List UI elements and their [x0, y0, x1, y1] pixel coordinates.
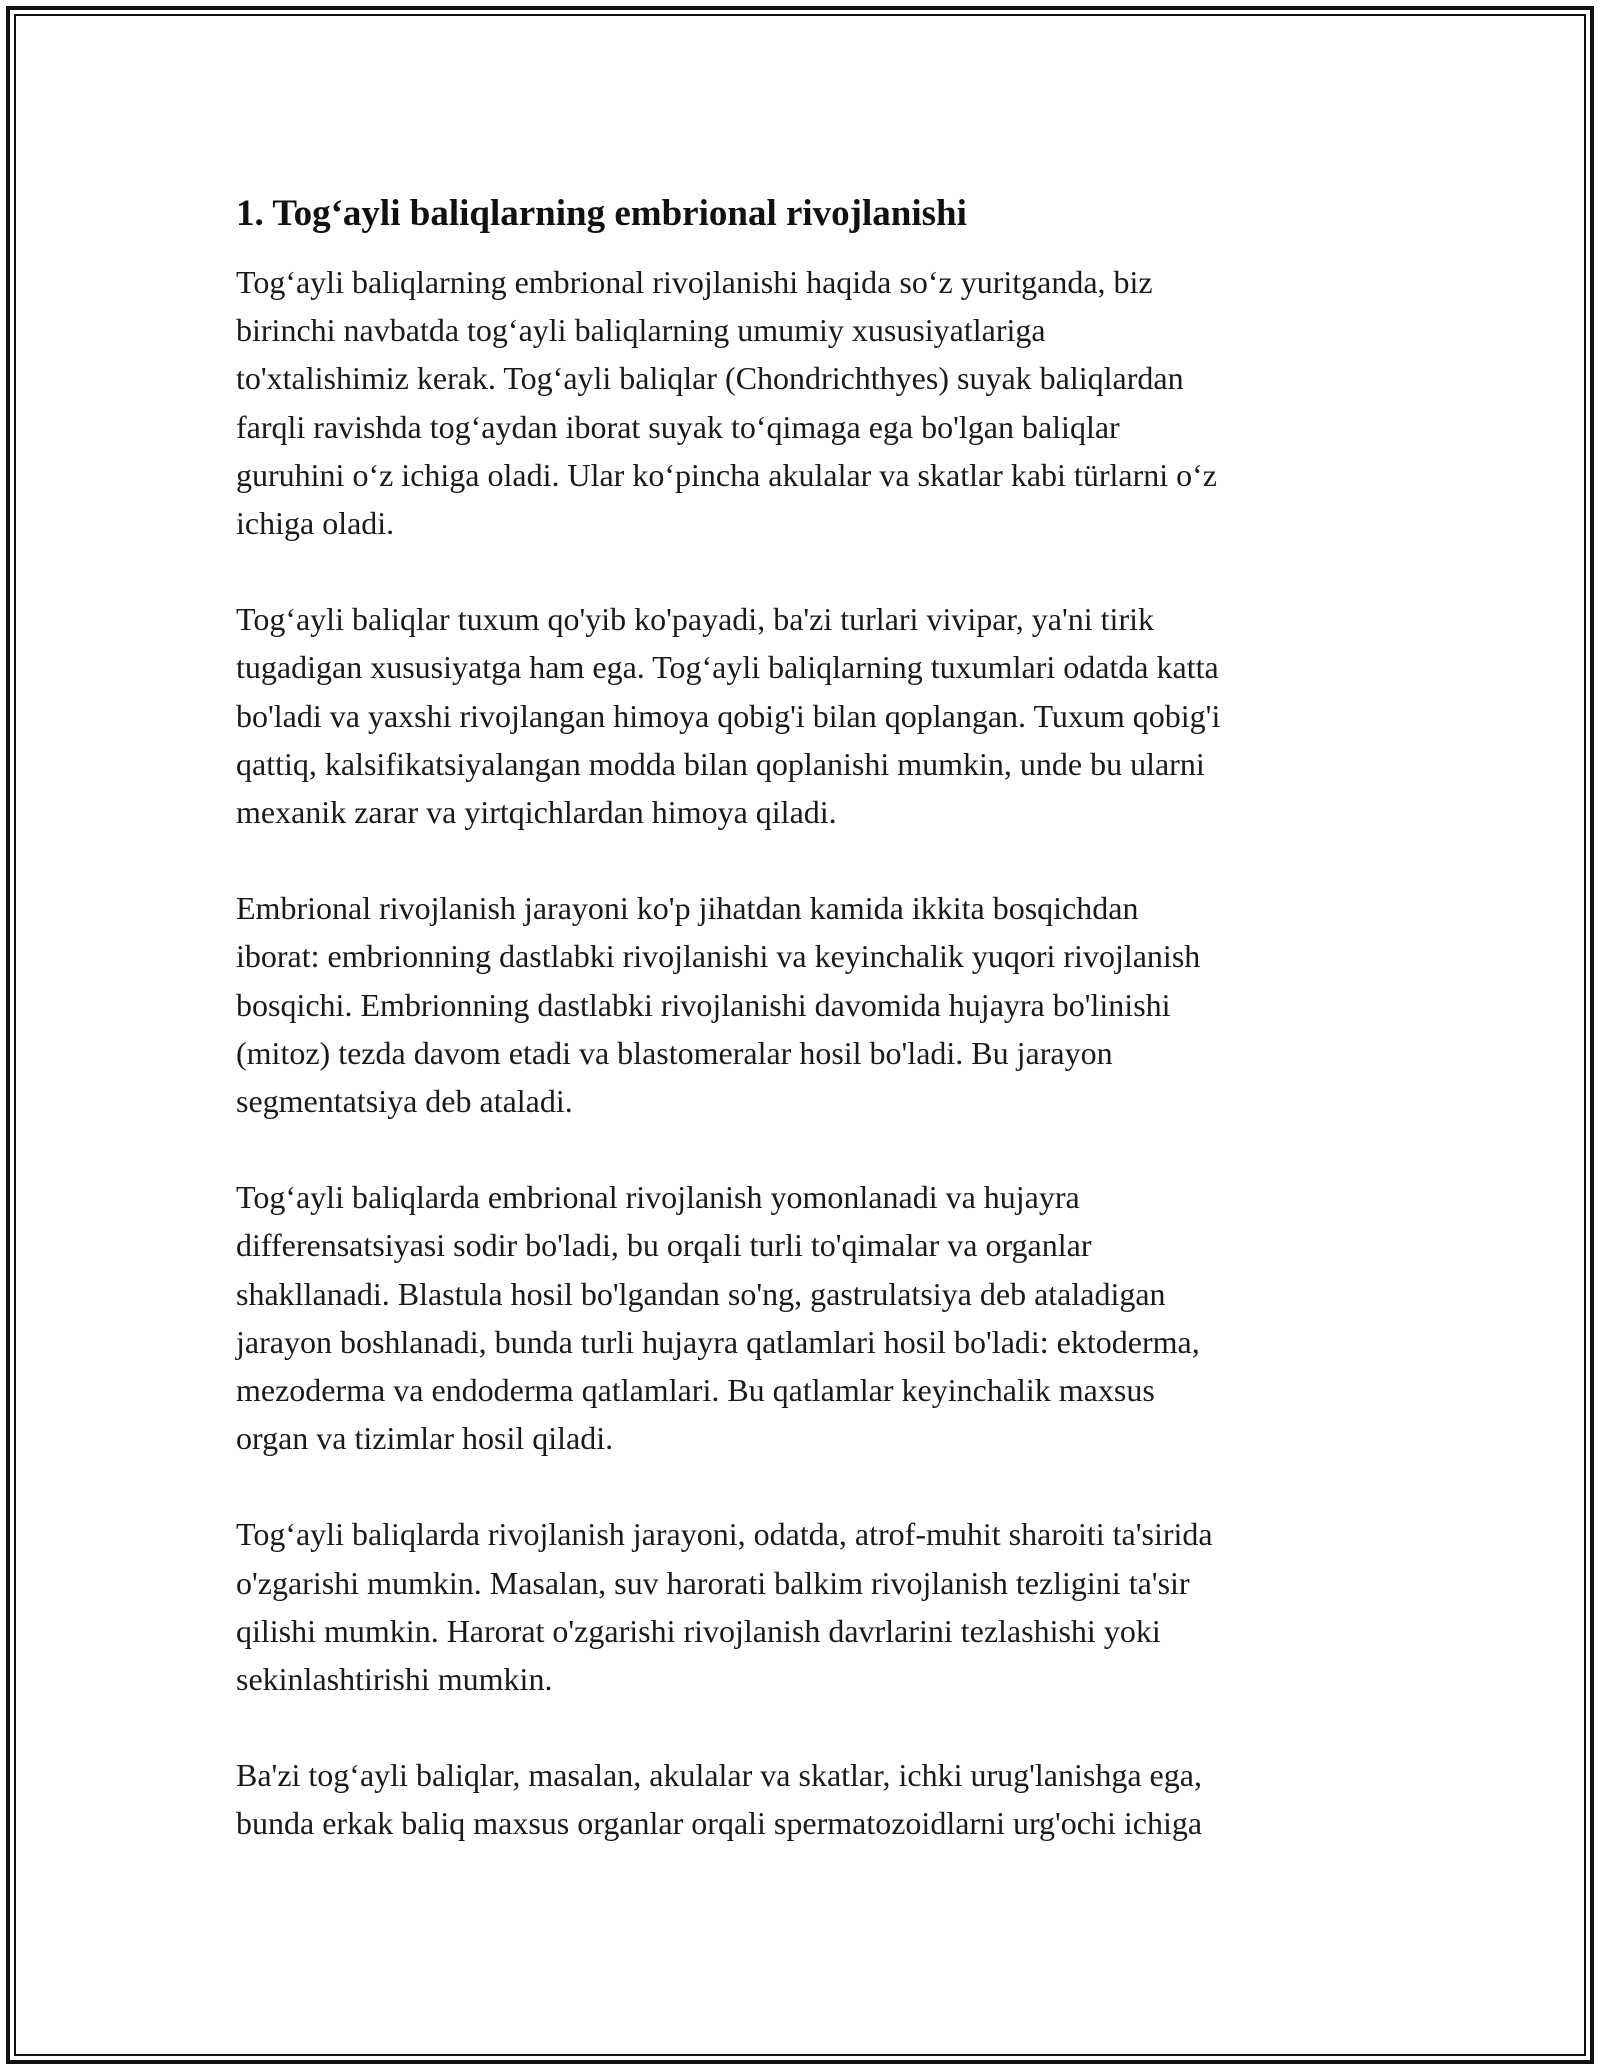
text-line: mexanik zarar va yirtqichlardan himoya qiladi.	[236, 794, 837, 831]
text-line: guruhini o‘z ichiga oladi. Ular ko‘pincha akulalar va skatlar kabi türlarni o‘z	[236, 456, 1217, 493]
text-line: tugadigan xususiyatga ham ega. Tog‘ayli baliqlarning tuxumlari odatda katta	[236, 649, 1219, 686]
paragraph-1	[236, 258, 1376, 547]
text-line: Ba'zi tog‘ayli baliqlar, masalan, akulalar va skatlar, ichki urug'lanishga ega,	[236, 1757, 1202, 1794]
paragraph-4	[236, 1173, 1376, 1462]
text-line: Embrional rivojlanish jarayoni ko'p jihatdan kamida ikkita bosqichdan	[236, 890, 1139, 927]
paragraph-5	[236, 1510, 1376, 1703]
paragraph-3	[236, 884, 1376, 1125]
text-line: segmentatsiya deb ataladi.	[236, 1083, 573, 1120]
text-line: o'zgarishi mumkin. Masalan, suv harorati balkim rivojlanish tezligini ta'sir	[236, 1564, 1190, 1601]
text-line: mezoderma va endoderma qatlamlari. Bu qatlamlar keyinchalik maxsus	[236, 1372, 1155, 1409]
text-line: farqli ravishda tog‘aydan iborat suyak to‘qimaga ega bo'lgan baliqlar	[236, 408, 1120, 445]
text-line: qattiq, kalsifikatsiyalangan modda bilan qoplanishi mumkin, unde bu ularni	[236, 745, 1205, 782]
text-line: bosqichi. Embrionning dastlabki rivojlanishi davomida hujayra bo'linishi	[236, 986, 1171, 1023]
text-line: Tog‘ayli baliqlarda embrional rivojlanish yomonlanadi va hujayra	[236, 1179, 1080, 1216]
text-line: to'xtalishimiz kerak. Tog‘ayli baliqlar (Chondrichthyes) suyak baliqlardan	[236, 360, 1184, 397]
text-line: jarayon boshlanadi, bunda turli hujayra qatlamlari hosil bo'ladi: ektoderma,	[236, 1323, 1200, 1360]
text-line: differensatsiyasi sodir bo'ladi, bu orqali turli to'qimalar va organlar	[236, 1227, 1092, 1264]
text-line: (mitoz) tezda davom etadi va blastomeralar hosil bo'ladi. Bu jarayon	[236, 1034, 1113, 1071]
paragraph-6	[236, 1751, 1376, 1847]
text-line: ichiga oladi.	[236, 505, 395, 542]
text-line: Tog‘ayli baliqlar tuxum qo'yib ko'payadi, ba'zi turlari vivipar, ya'ni tirik	[236, 601, 1154, 638]
section-heading: 1. Tog‘ayli baliqlarning embrional rivojlanishi	[236, 193, 967, 234]
text-line: bo'ladi va yaxshi rivojlangan himoya qobig'i bilan qoplangan. Tuxum qobig'i	[236, 697, 1221, 734]
text-line: organ va tizimlar hosil qiladi.	[236, 1420, 614, 1457]
text-line: Tog‘ayli baliqlarning embrional rivojlanishi haqida so‘z yuritganda, biz	[236, 264, 1153, 300]
text-line: shakllanadi. Blastula hosil bo'lgandan so'ng, gastrulatsiya deb ataladigan	[236, 1275, 1166, 1312]
text-line: iborat: embrionning dastlabki rivojlanishi va keyinchalik yuqori rivojlanish	[236, 938, 1201, 975]
text-line: qilishi mumkin. Harorat o'zgarishi rivojlanish davrlarini tezlashishi yoki	[236, 1612, 1161, 1649]
paragraph-2	[236, 595, 1376, 836]
text-line: sekinlashtirishi mumkin.	[236, 1661, 553, 1698]
text-line: Tog‘ayli baliqlarda rivojlanish jarayoni, odatda, atrof-muhit sharoiti ta'sirida	[236, 1516, 1213, 1553]
text-line: bunda erkak baliq maxsus organlar orqali spermatozoidlarni urg'ochi ichiga	[236, 1805, 1203, 1842]
document-body	[236, 188, 1376, 1848]
text-line: birinchi navbatda tog‘ayli baliqlarning umumiy xususiyatlariga	[236, 312, 1046, 349]
